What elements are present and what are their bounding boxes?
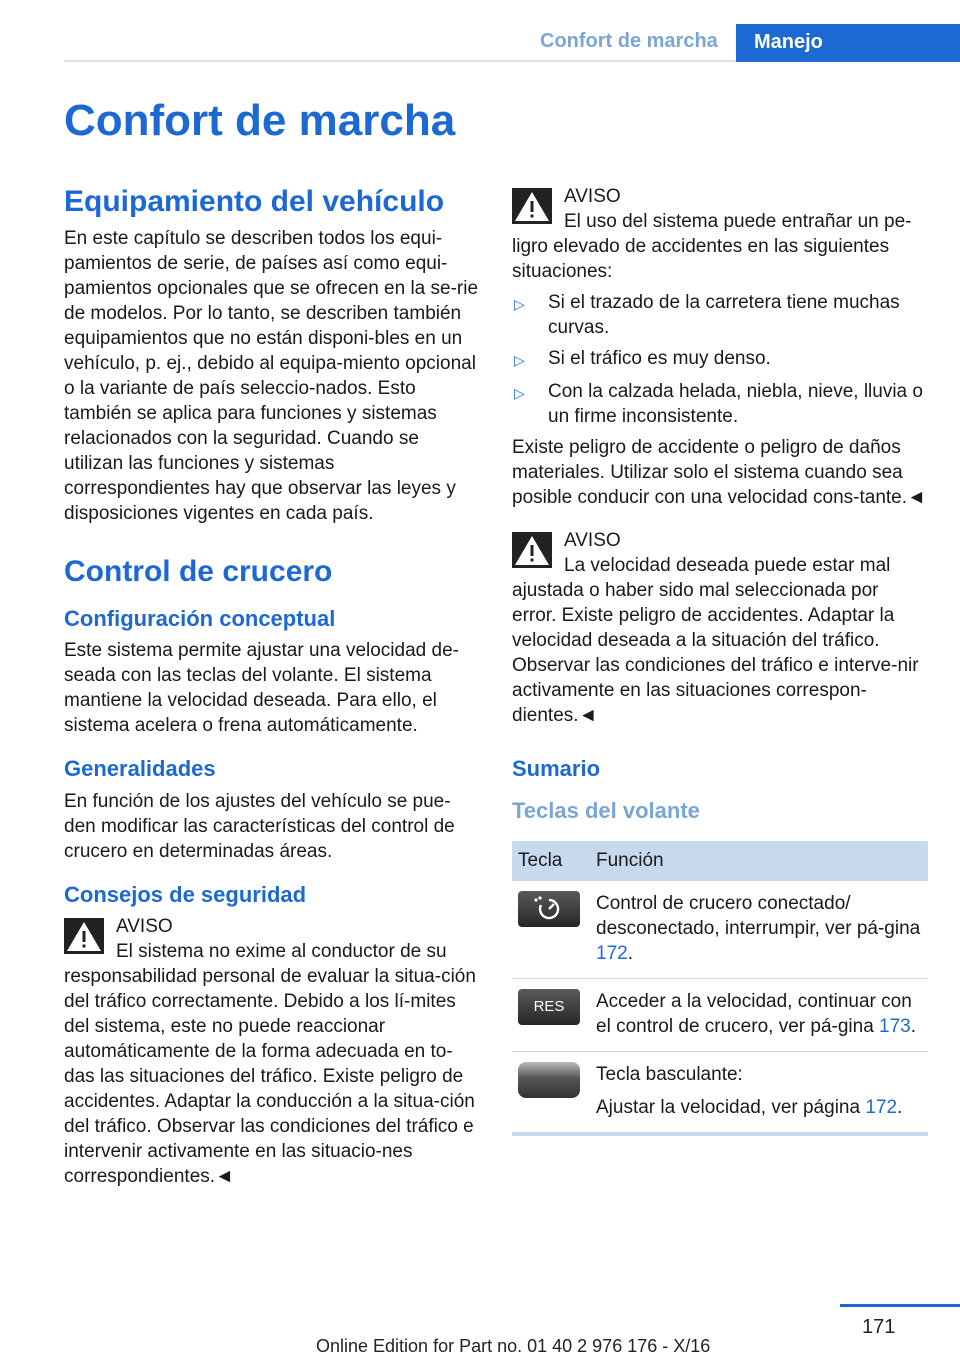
table-header-row: [512, 841, 928, 881]
warning-label: AVISO: [564, 530, 621, 551]
heading-teclas-volante: Teclas del volante: [512, 798, 700, 824]
warning-icon: [64, 918, 104, 954]
column-header-key: Tecla: [512, 841, 590, 881]
header-tab-label: Manejo: [754, 31, 823, 53]
bullet-triangle-icon: ▷: [514, 296, 525, 312]
column-header-function: Función: [590, 841, 928, 881]
heading-equipamiento: Equipamiento del vehículo: [64, 185, 445, 218]
header-tab[interactable]: [736, 24, 960, 62]
warning-text: El uso del sistema puede entrañar un pe-ligro elevado de accidentes en las siguientes situaciones:: [512, 211, 912, 282]
paragraph-configuracion: Este sistema permite ajustar una velocidad de-seada con las teclas del volante. El sistema mantiene la velocidad deseada. Para ello, el sistema acelera o frena automáticamente.: [64, 640, 459, 737]
list-item: [512, 290, 928, 340]
function-text-end: .: [627, 942, 633, 964]
function-text: Control de crucero conectado/ desconectado, interrumpir, ver pá-gina: [596, 892, 921, 939]
warning-block: [64, 914, 480, 1189]
list-item: [512, 346, 928, 373]
page-title: Confort de marcha: [64, 96, 456, 145]
table-row: [512, 978, 928, 1051]
page-number: 171: [862, 1316, 896, 1338]
page-link[interactable]: 173: [879, 1015, 911, 1037]
warning-label: AVISO: [116, 916, 173, 938]
left-column: [64, 184, 480, 1189]
paragraph-generalidades: En función de los ajustes del vehículo se pue-den modificar las características del control de crucero en determinadas áreas.: [64, 790, 455, 862]
keys-table: [512, 841, 928, 1136]
list-item-text: Con la calzada helada, niebla, nieve, lluvia o un firme inconsistente.: [548, 381, 923, 427]
list-item-text: Si el tráfico es muy denso.: [548, 348, 771, 369]
function-text: Tecla basculante:: [596, 1063, 743, 1085]
heading-generalidades: Generalidades: [64, 756, 216, 782]
warning-text: La velocidad deseada puede estar mal ajustada o haber sido mal seleccionada por error. Existe peligro de accidentes. Adaptar la velocidad deseada a la situación del tráfico. Observar las condiciones del tráfico e interve-nir activamente en las situaciones correspon-dientes.◄: [512, 555, 919, 726]
function-text: Acceder a la velocidad, continuar con el control de crucero, ver pá-gina: [596, 990, 912, 1037]
paragraph-equipamiento: En este capítulo se describen todos los equi-pamientos de serie, de países así como equi-pamientos opcionales que se ofrecen en la se-rie de modelos. Por lo tanto, se describen también equipamientos que no están disponi-bles en un vehículo, p. ej., debido al equipa-miento opcional o la variante de país seleccio-nados. Esto también se aplica para funciones y sistemas relacionados con la seguridad. Cuando se utilizan las funciones y sistemas correspondientes hay que observar las leyes y disposiciones vigentes en cada país.: [64, 228, 479, 524]
function-text: Ajustar la velocidad, ver página: [596, 1096, 866, 1118]
bullet-triangle-icon: ▷: [514, 385, 525, 401]
heading-configuracion: Configuración conceptual: [64, 606, 336, 631]
warning-block: [512, 528, 928, 728]
list-item: [512, 379, 928, 429]
footer-rule: [840, 1304, 960, 1307]
rocker-switch-key-icon: [518, 1062, 580, 1098]
function-text-end: .: [910, 1015, 917, 1037]
heading-sumario: Sumario: [512, 756, 601, 781]
table-row: [512, 1051, 928, 1134]
footer-edition: Online Edition for Part no. 01 40 2 976 176 - X/16: [316, 1336, 711, 1356]
right-column: [512, 184, 928, 1136]
warning-consequence: Existe peligro de accidente o peligro de daños materiales. Utilizar solo el sistema cuando sea posible conducir con una velocidad cons-tante.◄: [512, 437, 926, 508]
bullet-triangle-icon: ▷: [514, 352, 525, 368]
list-item-text: Si el trazado de la carretera tiene muchas curvas.: [548, 292, 900, 338]
heading-consejos: Consejos de seguridad: [64, 881, 307, 907]
function-text-end: .: [897, 1096, 903, 1118]
table-row: [512, 881, 928, 979]
heading-control-crucero: Control de crucero: [64, 555, 333, 588]
res-key: RES: [518, 989, 580, 1025]
header-section: Confort de marcha: [540, 30, 718, 52]
warning-block: [512, 184, 928, 284]
warning-label: AVISO: [564, 186, 621, 207]
page-link[interactable]: 172: [596, 942, 628, 964]
warning-icon: [512, 532, 552, 568]
warning-text: El sistema no exime al conductor de su responsabilidad personal de evaluar la situa-ción del tráfico correctamente. Debido a los lí-mites del sistema, este no puede reaccionar automáticamente de la forma adecuada en to-das las situaciones del tráfico. Existe peligro de accidentes. Adaptar la conducción a la situa-ción del tráfico. Observar las condiciones del tráfico e intervenir activamente en las situacio-nes correspondientes.◄: [64, 941, 476, 1188]
cruise-control-key-icon: [518, 891, 580, 927]
page-link[interactable]: 172: [865, 1096, 898, 1118]
warning-icon: [512, 188, 552, 224]
